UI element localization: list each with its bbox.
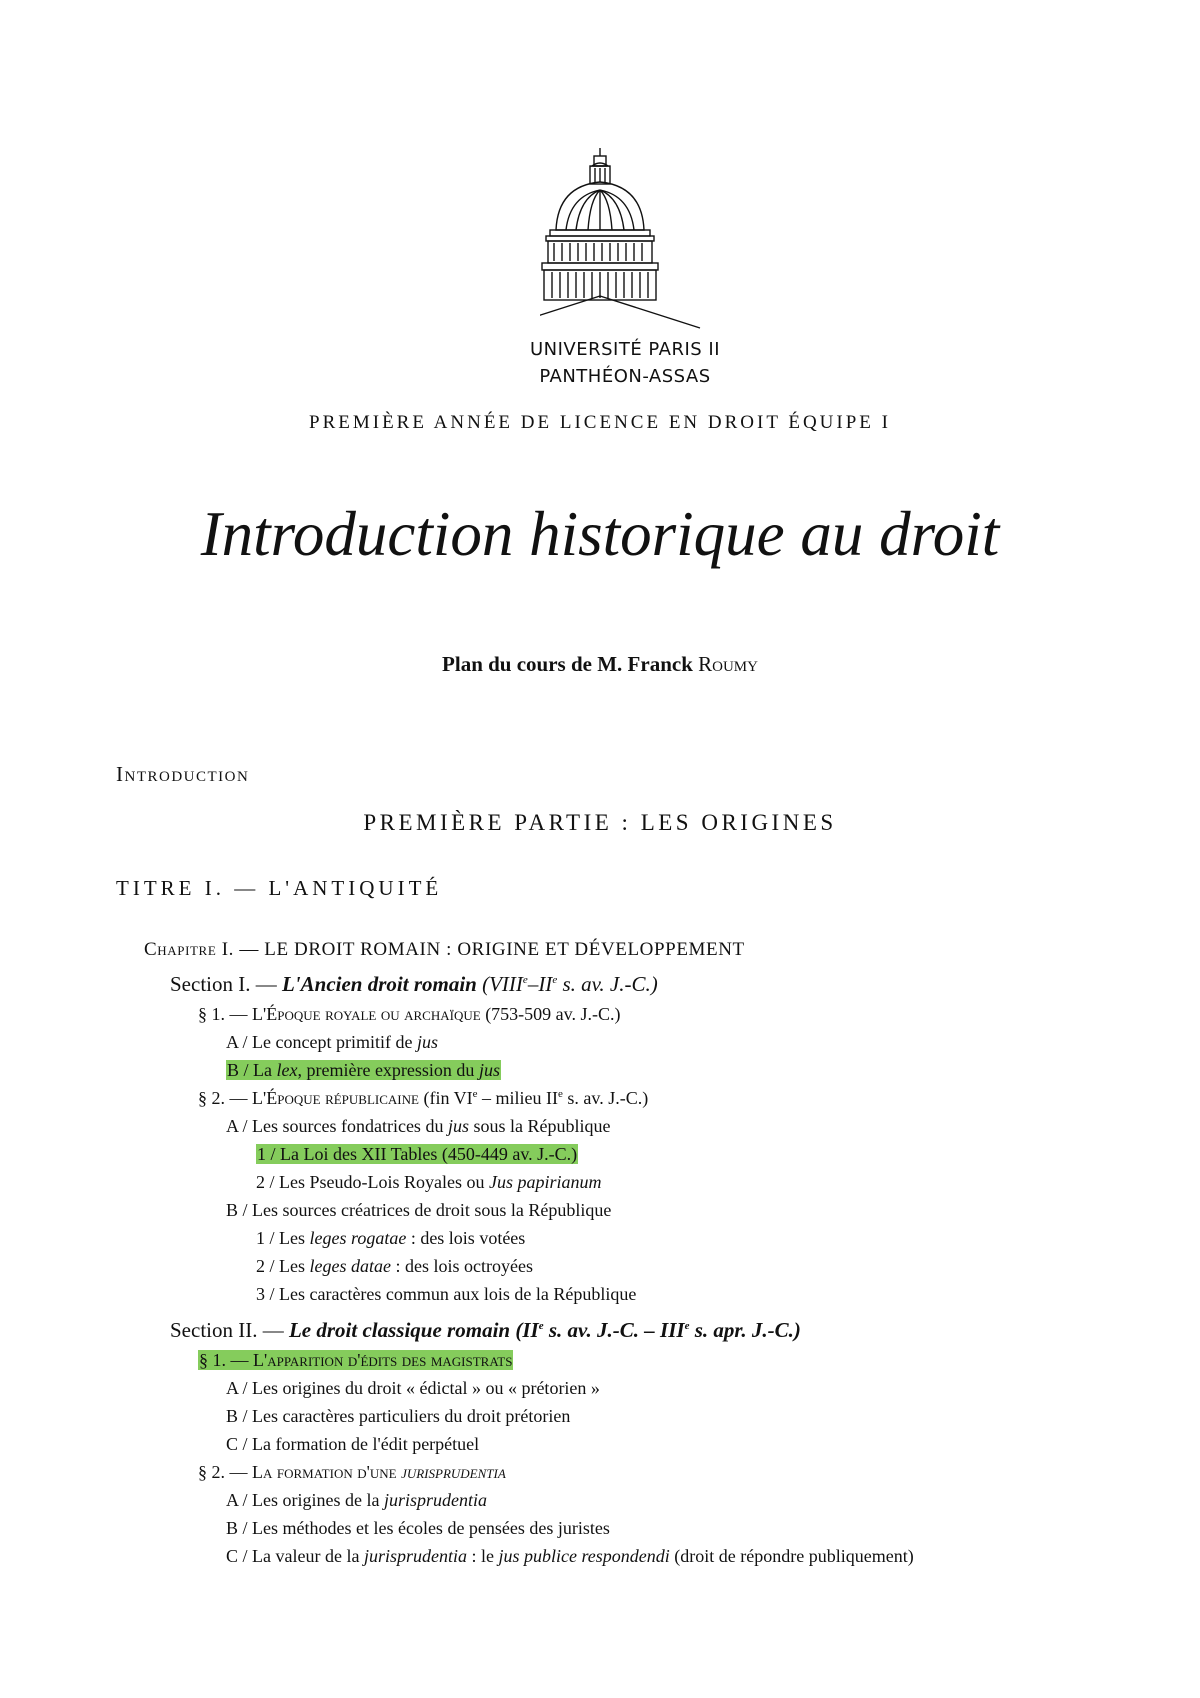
- sup: e: [552, 974, 558, 986]
- item-text: : le: [466, 1546, 499, 1566]
- chapter-heading: [144, 938, 745, 962]
- dates: – milieu II: [477, 1088, 559, 1108]
- sup: e: [522, 974, 528, 986]
- document-title: Introduction historique au droit: [200, 499, 1000, 569]
- list-item-highlighted: [256, 1142, 578, 1166]
- item-text: sous la République: [468, 1116, 611, 1136]
- section-2-heading: [170, 1316, 801, 1344]
- part-heading: PREMIÈRE PARTIE : LES ORIGINES: [363, 810, 837, 835]
- course-year-line: PREMIÈRE ANNÉE DE LICENCE EN DROIT ÉQUIPE I: [309, 412, 891, 433]
- item-emphasis: jus: [416, 1032, 438, 1052]
- paragraph-label: § 2. — La formation d'une: [198, 1462, 402, 1482]
- item-emphasis: jus: [478, 1060, 500, 1080]
- list-item: [256, 1170, 601, 1194]
- item-text: A / Les origines de la: [226, 1490, 384, 1510]
- paragraph-1-label: § 1. — L'Époque royale ou archaïque: [198, 1004, 481, 1024]
- list-item: [256, 1226, 525, 1250]
- item-emphasis: jus publice respondendi: [498, 1546, 670, 1566]
- sup: e: [684, 1320, 690, 1332]
- item-emphasis: jurisprudentia: [401, 1462, 506, 1482]
- highlight: [226, 1060, 501, 1080]
- course-subtitle: [0, 652, 1200, 677]
- section-1-dates-end: s. av. J.-C.): [557, 972, 658, 996]
- list-item: [226, 1198, 611, 1222]
- item-text: A / Le concept primitif de: [226, 1032, 417, 1052]
- dates: (fin VI: [418, 1088, 473, 1108]
- section-2-dates: s. av. J.-C. – III: [543, 1318, 685, 1342]
- item-text: : des lois votées: [406, 1228, 526, 1248]
- section-2-paragraph-1-heading: [198, 1348, 513, 1372]
- sup: e: [558, 1088, 563, 1100]
- list-item: [256, 1254, 533, 1278]
- paragraph-2-heading: [198, 1086, 648, 1110]
- item-emphasis: leges rogatae: [309, 1228, 407, 1248]
- university-subname: PANTHÉON-ASSAS: [539, 366, 711, 387]
- item-text: B / Les sources créatrices de droit sous la République: [226, 1200, 612, 1220]
- section-1-title: L'Ancien droit romain: [281, 972, 477, 996]
- item-text: B / La: [227, 1060, 277, 1080]
- section-2-dates: (II: [510, 1318, 539, 1342]
- item-text: A / Les origines du droit « édictal » ou « prétorien »: [226, 1378, 600, 1398]
- list-item: [226, 1114, 610, 1138]
- chapter-prefix: Chapitre I. —: [144, 939, 265, 960]
- list-item: [226, 1544, 914, 1568]
- list-item: [226, 1376, 600, 1400]
- section-2-paragraph-2-heading: [198, 1460, 506, 1484]
- university-name: UNIVERSITÉ PARIS II: [529, 339, 721, 360]
- item-text: 2 / Les Pseudo-Lois Royales ou: [256, 1172, 489, 1192]
- sup: e: [538, 1320, 544, 1332]
- item-text: 3 / Les caractères commun aux lois de la République: [256, 1284, 637, 1304]
- item-text: : des lois octroyées: [390, 1256, 533, 1276]
- item-emphasis: jus: [447, 1116, 469, 1136]
- item-emphasis: Jus papirianum: [488, 1172, 602, 1192]
- section-1-prefix: Section I. —: [170, 972, 282, 996]
- item-text: C / La valeur de la: [226, 1546, 364, 1566]
- sup: e: [472, 1088, 478, 1100]
- paragraph-1-heading: [198, 1002, 621, 1026]
- item-text: B / Les caractères particuliers du droit prétorien: [226, 1406, 571, 1426]
- list-item: [226, 1516, 610, 1540]
- section-1-dates-mid: –II: [527, 972, 553, 996]
- item-emphasis: jurisprudentia: [363, 1546, 467, 1566]
- section-1-heading: [170, 970, 658, 998]
- paragraph-2-label: § 2. — L'Époque républicaine: [198, 1088, 419, 1108]
- item-text: B / Les méthodes et les écoles de pensées des juristes: [226, 1518, 610, 1538]
- introduction-heading: Introduction: [116, 762, 250, 786]
- item-text: 1 / Les: [256, 1228, 310, 1248]
- list-item: [226, 1488, 487, 1512]
- item-text: A / Les sources fondatrices du: [226, 1116, 448, 1136]
- chapter-title: LE DROIT ROMAIN : ORIGINE ET DÉVELOPPEMENT: [264, 939, 745, 960]
- section-2-title: Le droit classique romain: [288, 1318, 511, 1342]
- list-item: [226, 1030, 438, 1054]
- item-text: 2 / Les: [256, 1256, 310, 1276]
- item-text: , première expression du: [297, 1060, 479, 1080]
- list-item: [226, 1404, 570, 1428]
- item-emphasis: leges datae: [309, 1256, 391, 1276]
- dates: s. av. J.-C.): [562, 1088, 649, 1108]
- list-item: [226, 1432, 479, 1456]
- item-emphasis: jurisprudentia: [383, 1490, 487, 1510]
- section-1-dates: (VIII: [482, 972, 523, 996]
- item-text: C / La formation de l'édit perpétuel: [226, 1434, 480, 1454]
- list-item-highlighted: [226, 1058, 501, 1082]
- titre-heading: TITRE I. — L'ANTIQUITÉ: [116, 876, 443, 900]
- list-item: [256, 1282, 636, 1306]
- section-2-dates: s. apr. J.-C.): [689, 1318, 801, 1342]
- paragraph-1-dates: (753-509 av. J.-C.): [480, 1004, 621, 1024]
- pantheon-logo-icon: [540, 146, 710, 336]
- subtitle-prefix: Plan du cours de M. Franck: [442, 652, 699, 676]
- item-emphasis: lex: [276, 1060, 298, 1080]
- highlight: 1 / La Loi des XII Tables (450-449 av. J.-C.): [257, 1144, 578, 1164]
- professor-name: Roumy: [698, 652, 758, 676]
- highlight: § 1. — L'apparition d'édits des magistrats: [199, 1350, 513, 1370]
- item-text: (droit de répondre publiquement): [669, 1546, 914, 1566]
- section-2-prefix: Section II. —: [170, 1318, 289, 1342]
